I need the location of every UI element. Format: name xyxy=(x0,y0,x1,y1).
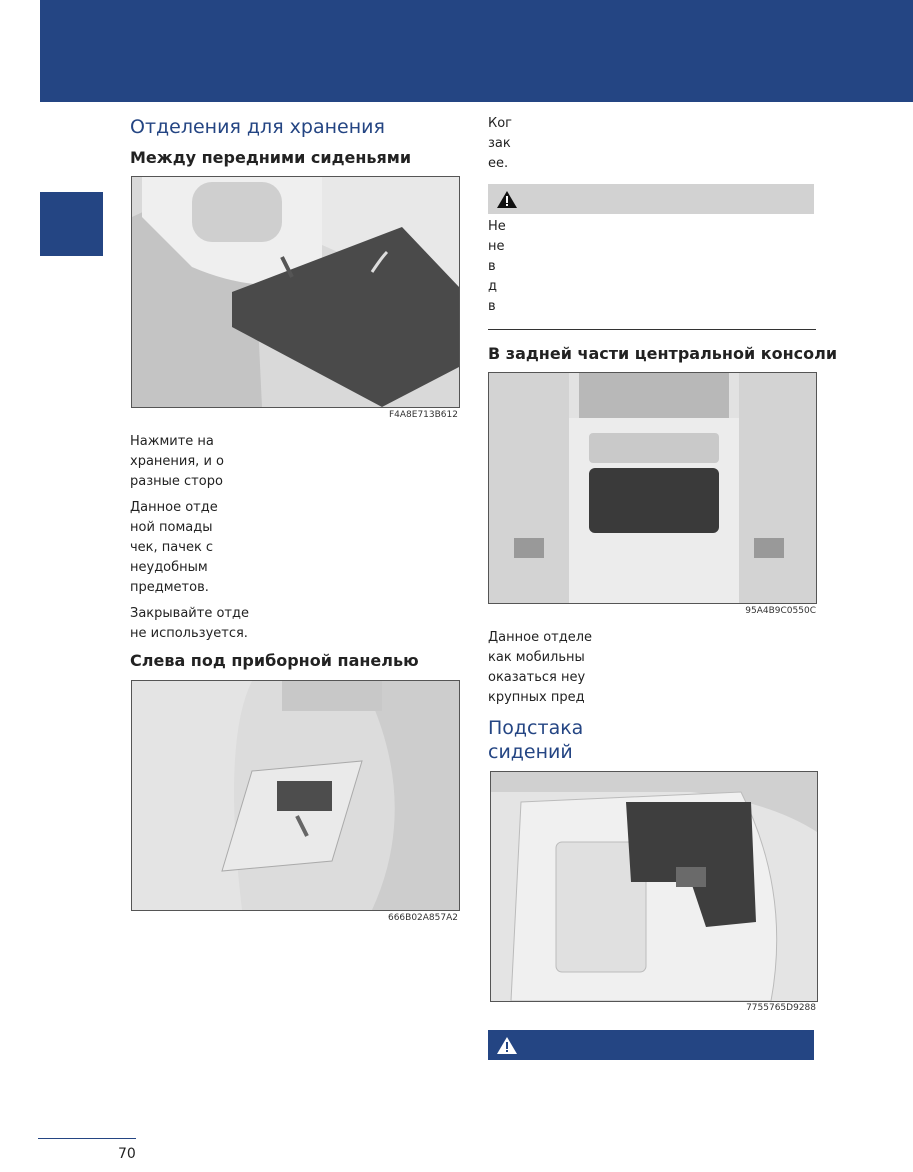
paragraph-press: Нажмите на хранения, и о разные сторо xyxy=(130,434,224,489)
image-code-1: F4A8E713B612 xyxy=(388,410,458,420)
photo-rear-console xyxy=(488,372,817,604)
warning-icon xyxy=(496,1036,518,1055)
photo-armrest-storage xyxy=(131,176,460,408)
paragraph-rear-compartment: Данное отделе как мобильны оказаться неу крупных пред xyxy=(488,630,593,705)
image-code-3: 95A4B9C0550C xyxy=(745,606,816,616)
page-number: 70 xyxy=(118,1146,136,1162)
warning-text: Не не в д в xyxy=(488,219,506,314)
chapter-tab xyxy=(40,192,103,256)
warning-bar xyxy=(488,184,814,214)
paragraph-top-right: Ког зак ее. xyxy=(488,116,513,171)
warning-icon xyxy=(496,190,518,209)
photo-cupholders xyxy=(490,771,818,1002)
paragraph-close: Закрывайте отде не используется. xyxy=(130,606,249,641)
paragraph-compartment-use: Данное отде ной помады чек, пачек с неудобным предметов. xyxy=(130,500,218,595)
section-cupholders: Подстака сидений xyxy=(488,717,584,763)
subheading-between-seats: Между передними сиденьями xyxy=(130,148,412,167)
image-code-2: 666B02A857A2 xyxy=(387,913,458,923)
warning-bar-blue xyxy=(488,1030,814,1060)
footer-line xyxy=(38,1138,136,1139)
divider xyxy=(488,329,816,330)
header-band xyxy=(40,0,913,102)
photo-dashboard-compartment xyxy=(131,680,460,911)
subheading-rear-console: В задней части центральной консоли xyxy=(488,344,838,363)
section-title: Отделения для хранения xyxy=(130,116,385,138)
image-code-4: 7755765D9288 xyxy=(746,1003,816,1013)
subheading-under-dashboard: Слева под приборной панелью xyxy=(130,651,419,670)
